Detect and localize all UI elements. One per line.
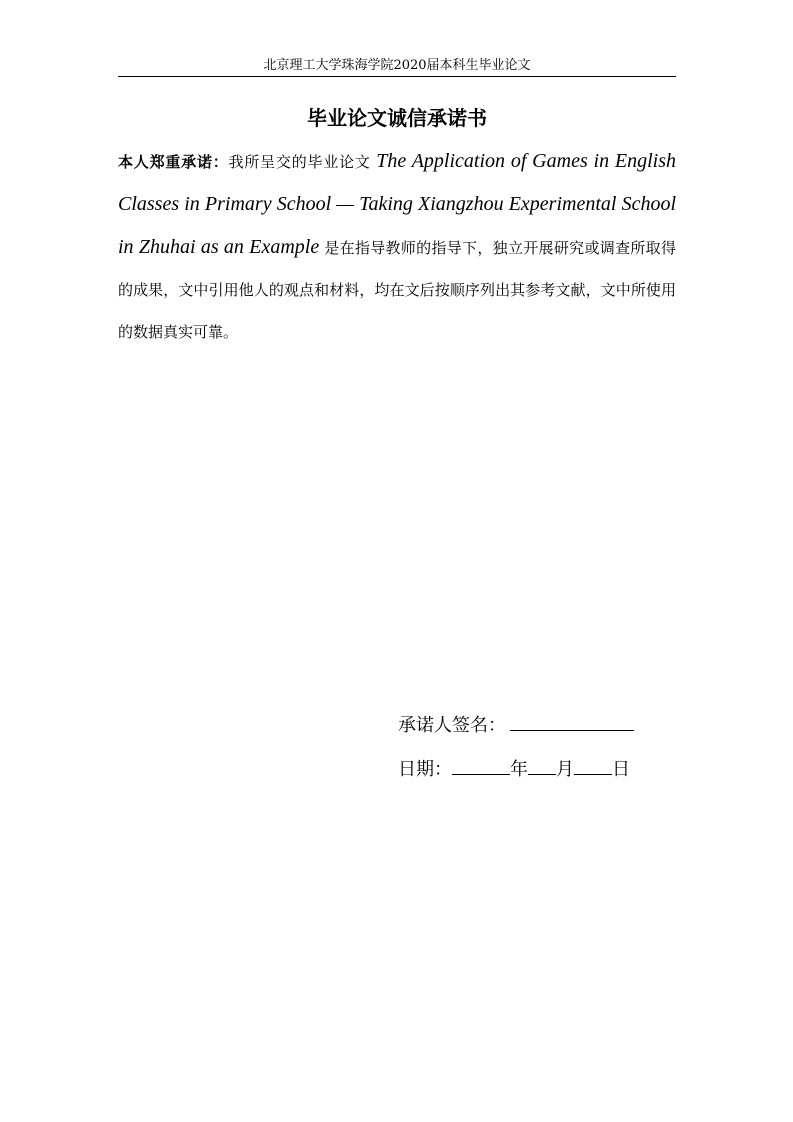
thesis-title: The Application of Games in English Classes in Primary School — Taking Xiangzhou Experimental School in Zhuhai as an Example: [118, 150, 676, 258]
page-header: 北京理工大学珠海学院2020届本科生毕业论文: [118, 56, 676, 77]
document-title: 毕业论文诚信承诺书: [307, 106, 487, 130]
year-label: 年: [510, 759, 528, 780]
day-blank[interactable]: [574, 750, 612, 775]
year-blank[interactable]: [452, 750, 510, 775]
month-blank[interactable]: [528, 750, 556, 775]
signer-row: [398, 706, 658, 750]
declaration-lead: 本人郑重承诺：: [118, 153, 229, 171]
signer-label: 承诺人签名：: [398, 715, 506, 736]
declaration-body: 是在指导教师的指导下，独立开展研究或调查所取得的成果，文中引用他人的观点和材料，均在文后按顺序列出其参考文献，文中所使用的数据真实可靠。: [118, 239, 676, 341]
date-row: [398, 750, 658, 794]
signature-blank[interactable]: [510, 706, 634, 731]
month-label: 月: [556, 759, 574, 780]
day-label: 日: [612, 759, 630, 780]
declaration-paragraph: [118, 140, 676, 353]
signature-block: [398, 706, 658, 794]
declaration-intro: 我所呈交的毕业论文: [228, 153, 371, 171]
date-label: 日期：: [398, 759, 452, 780]
